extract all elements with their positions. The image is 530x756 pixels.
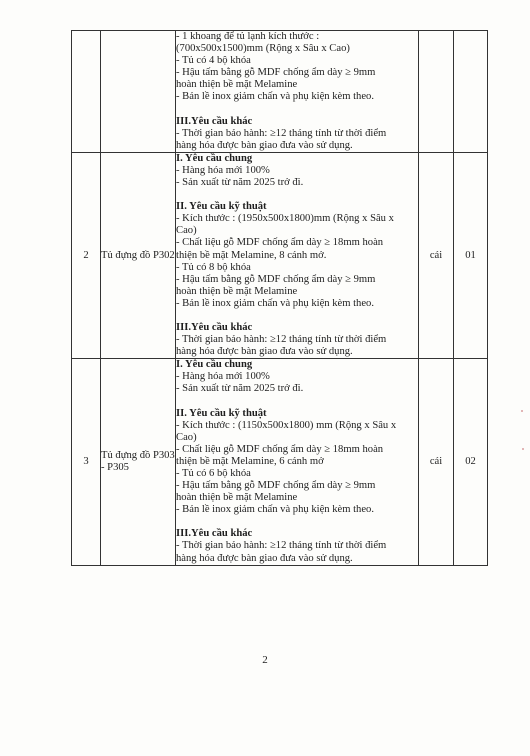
- section-heading: II. Yêu cầu kỹ thuật: [176, 201, 267, 213]
- quantity-cell: 02: [454, 359, 488, 565]
- item-name-cell: [101, 31, 176, 153]
- quantity-cell: 01: [454, 152, 488, 358]
- requirement-line: - Bản lề inox giảm chấn và phụ kiện kèm theo.: [176, 504, 374, 516]
- item-number-cell: [72, 31, 101, 153]
- page-number: 2: [262, 654, 268, 666]
- requirement-line: - Kích thước : (1150x500x1800) mm (Rộng x Sâu x: [176, 419, 397, 431]
- requirement-line: hoàn thiện bề mặt Melamine: [176, 492, 298, 504]
- requirement-line: - Thời gian bảo hành: ≥12 tháng tính từ thời điểm: [176, 127, 387, 139]
- table-row: [72, 31, 488, 153]
- requirement-line: - Tủ có 6 bộ khóa: [176, 468, 251, 479]
- requirement-line: - Chất liệu gỗ MDF chống ẩm dày ≥ 18mm hoàn: [176, 443, 384, 455]
- requirement-line: - Chất liệu gỗ MDF chống ẩm dày ≥ 18mm hoàn: [176, 237, 384, 249]
- requirement-line: - Bản lề inox giảm chấn và phụ kiện kèm theo.: [176, 297, 374, 309]
- requirement-line: (700x500x1500)mm (Rộng x Sâu x Cao): [176, 43, 350, 55]
- blank-line: [176, 396, 418, 408]
- requirement-line: - Kích thước : (1950x500x1800)mm (Rộng x Sâu x: [176, 213, 394, 225]
- requirement-line: - Thời gian bảo hành: ≥12 tháng tính từ thời điểm: [176, 540, 387, 552]
- section-heading: I. Yêu cầu chung: [176, 359, 253, 371]
- table-row: [72, 359, 488, 565]
- requirement-line: - Thời gian bảo hành: ≥12 tháng tính từ thời điểm: [176, 334, 387, 346]
- requirement-line: Cao): [176, 225, 197, 237]
- item-requirements-cell: [176, 152, 419, 358]
- item-requirements-cell: [176, 359, 419, 565]
- item-name-cell: Tủ đựng đồ P302: [101, 152, 176, 358]
- section-heading: III.Yêu cầu khác: [176, 321, 253, 333]
- item-number-cell: 2: [72, 152, 101, 358]
- requirement-line: - Hàng hóa mới 100%: [176, 164, 270, 176]
- requirement-line: thiện bề mặt Melamine, 6 cánh mở: [176, 455, 324, 467]
- requirement-line: hoàn thiện bề mặt Melamine: [176, 79, 298, 91]
- scan-speck: [522, 448, 524, 450]
- requirement-line: - Tủ có 8 bộ khóa: [176, 261, 251, 273]
- requirement-line: - 1 khoang để tủ lạnh kích thước :: [176, 31, 320, 42]
- section-heading: III.Yêu cầu khác: [176, 528, 253, 540]
- requirement-line: - Hậu tấm bằng gỗ MDF chống ẩm dày ≥ 9mm: [176, 480, 376, 492]
- requirement-line: - Hậu tấm bằng gỗ MDF chống ẩm dày ≥ 9mm: [176, 273, 376, 285]
- quantity-cell: [454, 31, 488, 153]
- item-number-cell: 3: [72, 359, 101, 565]
- requirement-line: - Tủ có 4 bộ khóa: [176, 55, 251, 67]
- blank-line: [176, 310, 418, 322]
- requirement-line: Cao): [176, 431, 197, 443]
- requirement-line: - Bản lề inox giảm chấn và phụ kiện kèm theo.: [176, 91, 374, 103]
- requirement-line: hàng hóa được bàn giao đưa vào sử dụng.: [176, 139, 353, 151]
- requirement-line: hàng hóa được bàn giao đưa vào sử dụng.: [176, 346, 353, 358]
- specification-table: [71, 30, 488, 566]
- requirement-line: - Sản xuất từ năm 2025 trở đi.: [176, 383, 304, 395]
- unit-cell: [419, 31, 454, 153]
- unit-cell: cái: [419, 359, 454, 565]
- scan-speck: [521, 410, 523, 412]
- section-heading: III.Yêu cầu khác: [176, 115, 253, 127]
- table-row: [72, 152, 488, 358]
- requirement-line: - Hàng hóa mới 100%: [176, 371, 270, 383]
- requirement-line: thiện bề mặt Melamine, 8 cánh mở.: [176, 249, 327, 261]
- requirement-line: - Hậu tấm bằng gỗ MDF chống ẩm dày ≥ 9mm: [176, 67, 376, 79]
- requirement-line: hoàn thiện bề mặt Melamine: [176, 285, 298, 297]
- requirement-line: hàng hóa được bàn giao đưa vào sử dụng.: [176, 552, 353, 564]
- blank-line: [176, 104, 418, 116]
- section-heading: I. Yêu cầu chung: [176, 152, 253, 164]
- item-name-cell: Tủ đựng đồ P303 - P305: [101, 359, 176, 565]
- section-heading: II. Yêu cầu kỹ thuật: [176, 407, 267, 419]
- item-requirements-cell: [176, 31, 419, 153]
- requirement-line: - Sản xuất từ năm 2025 trở đi.: [176, 177, 304, 189]
- blank-line: [176, 189, 418, 201]
- unit-cell: cái: [419, 152, 454, 358]
- blank-line: [176, 516, 418, 528]
